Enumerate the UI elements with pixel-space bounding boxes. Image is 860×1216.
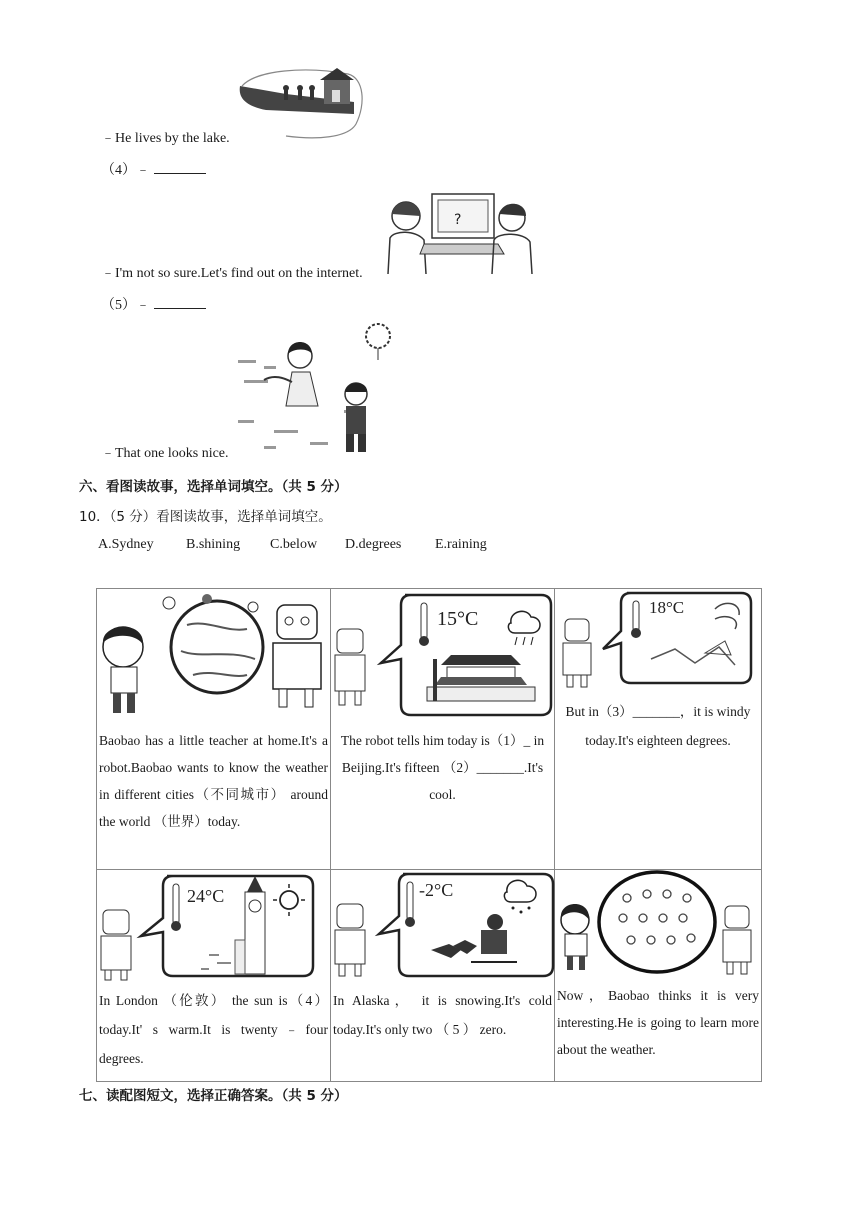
story-cell-4 bbox=[97, 870, 331, 1082]
story-cell-6 bbox=[555, 870, 762, 1082]
beijing-weather-picture bbox=[331, 589, 554, 725]
story-cell-1 bbox=[97, 589, 331, 870]
answer-blank[interactable] bbox=[154, 160, 206, 174]
weather-symbols-picture bbox=[555, 870, 761, 980]
dialog-prefix: （4）﹣ bbox=[101, 163, 150, 178]
option-c: C.below bbox=[270, 537, 318, 552]
temp-label-london: 24°C bbox=[187, 886, 225, 906]
story-text-3: But in（3）_______，it is windy today.It's eighteen degrees. bbox=[565, 704, 751, 748]
option-a: A.Sydney bbox=[98, 537, 154, 552]
story-table bbox=[96, 588, 762, 1082]
story-cell-2 bbox=[331, 589, 555, 870]
story-text-5: In Alaska， it is snowing.It's cold today.It's only two （ 5 ） zero. bbox=[333, 993, 552, 1037]
sydney-weather-picture bbox=[555, 589, 761, 695]
option-d: D.degrees bbox=[345, 537, 402, 552]
temp-label-beijing: 15°C bbox=[437, 608, 479, 630]
temp-label-alaska: -2°C bbox=[419, 880, 454, 900]
story-text-6: Now，Baobao thinks it is very interesting.He is going to learn more about the weather. bbox=[557, 988, 759, 1057]
svg-text:?: ? bbox=[454, 212, 462, 228]
story-text-4: In London （伦敦） the sun is（4） today.It' s warm.It is twenty﹣four degrees. bbox=[99, 993, 328, 1066]
dialog-question-4 bbox=[101, 160, 206, 180]
option-b: B.shining bbox=[186, 537, 241, 552]
dialog-answer-5: ﹣That one looks nice. bbox=[101, 446, 229, 461]
story-text-1: Baobao has a little teacher at home.It's a robot.Baobao wants to know the weather in different cities（不同城市） around the world （世界）today. bbox=[99, 733, 328, 829]
story-cell-3 bbox=[555, 589, 762, 870]
option-e: E.raining bbox=[435, 537, 487, 552]
section-7-heading: 七、读配图短文，选择正确答案。（共 5 分） bbox=[79, 1088, 348, 1104]
computer-illustration bbox=[380, 188, 540, 276]
question-10-title: 10．（5 分）看图读故事，选择单词填空。 bbox=[79, 509, 332, 525]
london-weather-picture bbox=[97, 870, 330, 984]
lake-house-illustration bbox=[236, 64, 368, 142]
section-6-heading: 六、看图读故事，选择单词填空。（共 5 分） bbox=[79, 479, 348, 495]
dialog-answer-4: ﹣I'm not so sure.Let's find out on the internet. bbox=[101, 266, 363, 281]
lantern-illustration bbox=[234, 320, 394, 458]
alaska-weather-picture bbox=[331, 870, 554, 984]
answer-blank[interactable] bbox=[154, 295, 206, 309]
story-cell-5 bbox=[331, 870, 555, 1082]
dialog-question-5 bbox=[101, 295, 206, 315]
boy-globe-robot-picture bbox=[97, 589, 330, 725]
temp-label-sydney: 18°C bbox=[649, 598, 685, 617]
story-text-2: The robot tells him today is（1）_ in Beijing.It's fifteen （2）_______.It's cool. bbox=[340, 733, 545, 802]
dialog-answer-3: ﹣He lives by the lake. bbox=[101, 131, 230, 146]
dialog-prefix: （5）﹣ bbox=[101, 298, 150, 313]
